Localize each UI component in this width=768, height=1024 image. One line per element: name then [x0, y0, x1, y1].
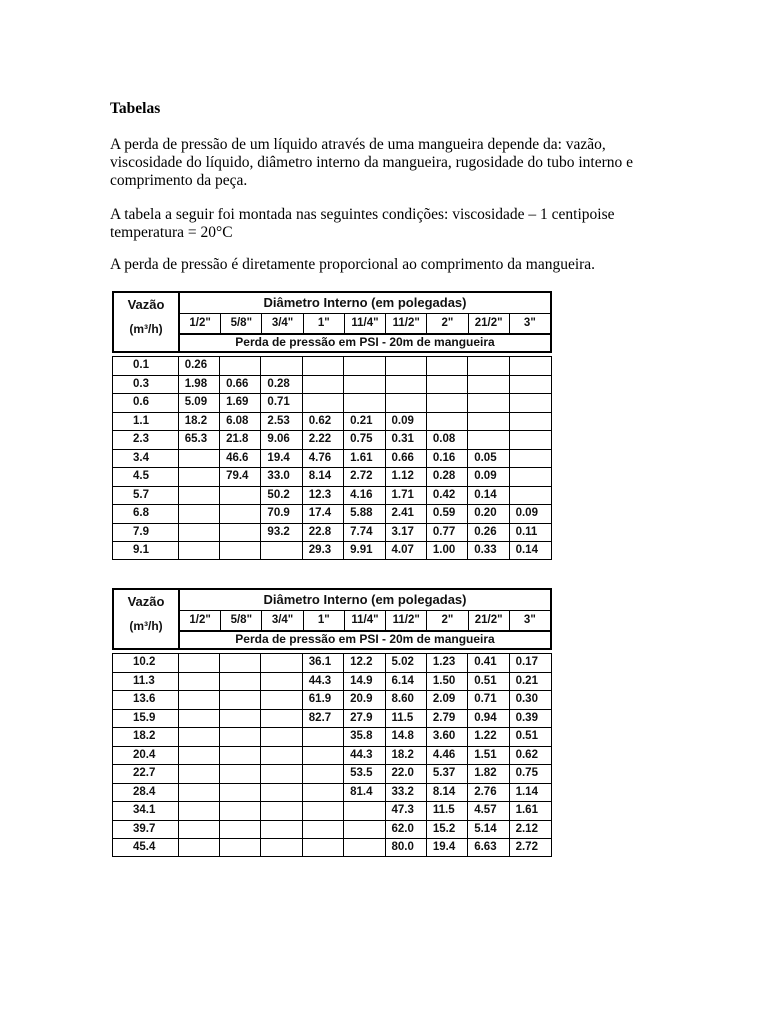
loss-cell	[303, 765, 344, 783]
loss-cell	[179, 728, 220, 746]
loss-cell	[261, 784, 302, 802]
paragraph-pressure-loss: A perda de pressão de um líquido através de uma mangueira depende da: vazão, viscosidade do líquido, diâmetro interno da mangueira, rugosidade do tubo interno e comprimento da peça.	[110, 136, 633, 189]
loss-cell	[303, 802, 344, 820]
size-header: 2"	[427, 610, 468, 630]
loss-cell	[220, 784, 261, 802]
flow-cell: 6.8	[113, 505, 179, 523]
diameter-title: Diâmetro Interno (em polegadas)	[180, 293, 550, 314]
table-row	[112, 820, 552, 839]
loss-cell: 93.2	[261, 524, 302, 542]
loss-cell: 15.2	[427, 821, 468, 839]
loss-cell: 4.57	[468, 802, 509, 820]
loss-cell: 33.2	[386, 784, 427, 802]
flow-cell: 34.1	[113, 802, 179, 820]
flow-cell: 18.2	[113, 728, 179, 746]
flow-cell: 22.7	[113, 765, 179, 783]
table-rows	[112, 356, 552, 560]
loss-cell	[386, 376, 427, 394]
loss-cell	[386, 357, 427, 375]
loss-cell	[386, 394, 427, 412]
loss-cell	[179, 802, 220, 820]
loss-cell: 0.51	[468, 673, 509, 691]
table-row	[112, 412, 552, 431]
loss-cell: 36.1	[303, 654, 344, 672]
loss-cell	[179, 747, 220, 765]
table-row	[112, 486, 552, 505]
loss-cell: 20.9	[344, 691, 385, 709]
loss-cell	[261, 821, 302, 839]
loss-cell: 82.7	[303, 710, 344, 728]
loss-cell: 61.9	[303, 691, 344, 709]
loss-cell: 2.79	[427, 710, 468, 728]
table-row	[112, 764, 552, 783]
loss-cell: 0.62	[303, 413, 344, 431]
table-row	[112, 541, 552, 560]
loss-cell	[261, 357, 302, 375]
loss-cell: 0.09	[468, 468, 509, 486]
loss-cell	[510, 450, 551, 468]
size-header: 3"	[523, 614, 536, 626]
loss-cell	[179, 784, 220, 802]
loss-cell	[179, 524, 220, 542]
loss-cell: 8.60	[386, 691, 427, 709]
loss-cell	[427, 394, 468, 412]
loss-title: Perda de pressão em PSI - 20m de mangueira	[235, 335, 495, 349]
loss-cell	[220, 654, 261, 672]
loss-cell: 2.41	[386, 505, 427, 523]
loss-cell: 80.0	[386, 839, 427, 856]
loss-cell: 4.76	[303, 450, 344, 468]
loss-cell: 65.3	[179, 431, 220, 449]
loss-cell: 1.14	[515, 785, 538, 798]
loss-cell	[303, 728, 344, 746]
loss-cell: 2.22	[303, 431, 344, 449]
loss-cell: 2.76	[468, 784, 509, 802]
loss-cell: 53.5	[344, 765, 385, 783]
loss-cell	[179, 542, 220, 559]
loss-cell: 2.12	[515, 822, 538, 835]
flow-cell: 11.3	[113, 673, 179, 691]
loss-cell: 18.2	[179, 413, 220, 431]
loss-cell: 4.16	[344, 487, 385, 505]
loss-cell: 0.66	[220, 376, 261, 394]
loss-cell	[179, 821, 220, 839]
loss-cell: 0.09	[386, 413, 427, 431]
table-row	[112, 430, 552, 449]
loss-cell	[220, 505, 261, 523]
loss-cell	[261, 802, 302, 820]
loss-cell	[220, 691, 261, 709]
loss-cell: 1.69	[220, 394, 261, 412]
loss-cell: 0.94	[468, 710, 509, 728]
flow-cell: 45.4	[113, 839, 179, 856]
table-row	[112, 467, 552, 486]
loss-cell: 0.62	[515, 748, 538, 761]
flow-cell: 7.9	[113, 524, 179, 542]
table-row	[112, 504, 552, 523]
loss-cell	[303, 394, 344, 412]
table-row	[112, 746, 552, 765]
loss-cell: 2.09	[427, 691, 468, 709]
size-header: 11/2"	[386, 313, 427, 333]
loss-cell	[303, 376, 344, 394]
loss-cell: 11.5	[427, 802, 468, 820]
loss-cell: 0.14	[468, 487, 509, 505]
loss-cell	[510, 376, 551, 394]
size-header: 3"	[523, 317, 536, 329]
loss-cell	[303, 747, 344, 765]
loss-cell: 0.26	[179, 357, 220, 375]
loss-cell: 2.72	[344, 468, 385, 486]
loss-cell: 14.9	[344, 673, 385, 691]
loss-cell: 21.8	[220, 431, 261, 449]
page-heading: Tabelas	[110, 100, 161, 117]
table-row	[112, 783, 552, 802]
loss-cell: 44.3	[303, 673, 344, 691]
size-header: 21/2"	[469, 313, 510, 333]
loss-cell	[303, 821, 344, 839]
loss-cell: 0.26	[468, 524, 509, 542]
loss-cell	[220, 821, 261, 839]
loss-cell: 6.63	[468, 839, 509, 856]
loss-cell: 1.22	[468, 728, 509, 746]
flow-cell: 1.1	[113, 413, 179, 431]
table-row	[112, 838, 552, 857]
loss-cell	[179, 691, 220, 709]
loss-cell	[261, 710, 302, 728]
loss-cell: 5.09	[179, 394, 220, 412]
loss-cell	[220, 765, 261, 783]
loss-cell	[344, 376, 385, 394]
loss-cell: 5.14	[468, 821, 509, 839]
loss-cell	[179, 654, 220, 672]
paragraph-proportional: A perda de pressão é diretamente proporcional ao comprimento da mangueira.	[110, 256, 596, 273]
loss-cell: 0.05	[468, 450, 509, 468]
loss-cell: 0.42	[427, 487, 468, 505]
loss-cell: 0.75	[344, 431, 385, 449]
loss-cell: 12.3	[303, 487, 344, 505]
loss-cell	[220, 524, 261, 542]
flow-cell: 5.7	[113, 487, 179, 505]
table-header	[112, 291, 552, 353]
loss-cell: 1.98	[179, 376, 220, 394]
size-header: 11/4"	[345, 610, 386, 630]
loss-cell: 4.46	[427, 747, 468, 765]
loss-cell: 0.21	[344, 413, 385, 431]
loss-cell: 35.8	[344, 728, 385, 746]
loss-cell: 0.09	[515, 507, 538, 519]
paragraph-conditions: A tabela a seguir foi montada nas seguintes condições: viscosidade – 1 centipoise temperatura = 20°C	[110, 206, 615, 241]
loss-cell: 17.4	[303, 505, 344, 523]
loss-cell: 0.31	[386, 431, 427, 449]
flow-cell: 0.1	[113, 357, 179, 375]
loss-cell: 9.91	[344, 542, 385, 559]
loss-cell: 0.28	[261, 376, 302, 394]
loss-cell: 4.07	[386, 542, 427, 559]
loss-cell: 0.66	[386, 450, 427, 468]
loss-cell	[303, 357, 344, 375]
loss-cell: 0.28	[427, 468, 468, 486]
loss-cell: 0.14	[515, 544, 538, 556]
loss-cell: 19.4	[427, 839, 468, 856]
loss-cell	[510, 413, 551, 431]
flow-cell: 2.3	[113, 431, 179, 449]
flow-cell: 0.3	[113, 376, 179, 394]
loss-cell: 0.21	[515, 674, 538, 687]
loss-cell: 14.8	[386, 728, 427, 746]
flow-unit-label: (m³/h)	[129, 619, 163, 633]
loss-cell: 1.61	[344, 450, 385, 468]
loss-cell	[220, 728, 261, 746]
loss-cell	[261, 542, 302, 559]
loss-cell: 33.0	[261, 468, 302, 486]
loss-cell: 27.9	[344, 710, 385, 728]
size-header: 1"	[304, 313, 345, 333]
loss-cell: 0.30	[515, 693, 538, 705]
loss-cell	[220, 357, 261, 375]
flow-cell: 0.6	[113, 394, 179, 412]
flow-label: Vazão	[127, 594, 165, 609]
loss-cell: 1.50	[427, 673, 468, 691]
loss-cell: 1.71	[386, 487, 427, 505]
loss-cell	[261, 839, 302, 856]
loss-cell	[468, 394, 509, 412]
loss-cell	[220, 710, 261, 728]
loss-cell: 47.3	[386, 802, 427, 820]
loss-cell	[510, 357, 551, 375]
loss-cell	[179, 710, 220, 728]
loss-cell: 9.06	[261, 431, 302, 449]
loss-cell	[179, 673, 220, 691]
loss-cell	[468, 376, 509, 394]
loss-cell: 6.14	[386, 673, 427, 691]
table-row	[112, 356, 552, 375]
loss-cell: 1.00	[427, 542, 468, 559]
loss-cell: 8.14	[303, 468, 344, 486]
loss-cell: 12.2	[344, 654, 385, 672]
loss-cell: 70.9	[261, 505, 302, 523]
table-row	[112, 653, 552, 672]
loss-cell	[468, 431, 509, 449]
loss-cell	[261, 691, 302, 709]
flow-cell: 10.2	[113, 654, 179, 672]
size-header: 2"	[427, 313, 468, 333]
loss-cell	[220, 802, 261, 820]
diameter-sizes	[180, 610, 550, 632]
loss-cell	[220, 487, 261, 505]
loss-cell	[344, 394, 385, 412]
table-row	[112, 801, 552, 820]
loss-cell: 0.20	[468, 505, 509, 523]
loss-cell	[179, 487, 220, 505]
table-row	[112, 672, 552, 691]
size-header: 3/4"	[262, 313, 303, 333]
loss-cell	[179, 468, 220, 486]
loss-cell: 0.71	[261, 394, 302, 412]
loss-cell: 22.0	[386, 765, 427, 783]
loss-cell: 1.82	[468, 765, 509, 783]
loss-cell	[179, 450, 220, 468]
size-header: 1/2"	[180, 610, 221, 630]
table-row	[112, 393, 552, 412]
loss-cell: 11.5	[386, 710, 427, 728]
loss-cell: 29.3	[303, 542, 344, 559]
loss-cell: 3.60	[427, 728, 468, 746]
loss-cell	[510, 487, 551, 505]
table-row	[112, 690, 552, 709]
loss-cell: 0.17	[515, 656, 538, 668]
loss-cell: 50.2	[261, 487, 302, 505]
loss-cell	[179, 765, 220, 783]
loss-cell: 6.08	[220, 413, 261, 431]
flow-cell: 9.1	[113, 542, 179, 559]
loss-cell	[303, 784, 344, 802]
loss-cell	[468, 413, 509, 431]
loss-cell: 0.51	[515, 730, 538, 742]
table-header	[112, 588, 552, 650]
flow-unit-label: (m³/h)	[129, 322, 163, 336]
loss-cell	[261, 654, 302, 672]
loss-cell	[427, 413, 468, 431]
flow-header	[114, 293, 180, 351]
loss-cell	[510, 431, 551, 449]
loss-cell: 1.51	[468, 747, 509, 765]
size-header: 5/8"	[221, 313, 262, 333]
diameter-title: Diâmetro Interno (em polegadas)	[180, 590, 550, 611]
flow-cell: 4.5	[113, 468, 179, 486]
loss-cell	[427, 357, 468, 375]
loss-cell: 0.41	[468, 654, 509, 672]
loss-cell: 0.33	[468, 542, 509, 559]
table-row	[112, 727, 552, 746]
loss-cell	[261, 728, 302, 746]
loss-cell: 1.61	[515, 804, 538, 816]
table-row	[112, 709, 552, 728]
loss-cell: 0.08	[427, 431, 468, 449]
diameter-sizes	[180, 313, 550, 335]
loss-cell	[510, 468, 551, 486]
loss-cell: 0.71	[468, 691, 509, 709]
pressure-loss-table-2	[112, 588, 552, 857]
loss-cell	[468, 357, 509, 375]
size-header: 21/2"	[469, 610, 510, 630]
loss-cell	[510, 394, 551, 412]
loss-cell	[261, 747, 302, 765]
flow-label: Vazão	[127, 297, 165, 312]
loss-cell	[179, 505, 220, 523]
loss-cell	[261, 673, 302, 691]
loss-cell: 19.4	[261, 450, 302, 468]
size-header: 1/2"	[180, 313, 221, 333]
loss-cell	[344, 839, 385, 856]
loss-cell: 5.02	[386, 654, 427, 672]
loss-cell	[427, 376, 468, 394]
pressure-loss-table-1	[112, 291, 552, 560]
loss-cell: 0.16	[427, 450, 468, 468]
table-row	[112, 449, 552, 468]
flow-cell: 20.4	[113, 747, 179, 765]
loss-title: Perda de pressão em PSI - 20m de mangueira	[235, 632, 495, 646]
flow-cell: 3.4	[113, 450, 179, 468]
size-header: 5/8"	[221, 610, 262, 630]
loss-cell	[344, 802, 385, 820]
size-header: 3/4"	[262, 610, 303, 630]
loss-cell: 5.37	[427, 765, 468, 783]
loss-cell: 44.3	[344, 747, 385, 765]
loss-cell	[220, 673, 261, 691]
loss-cell: 18.2	[386, 747, 427, 765]
loss-cell: 62.0	[386, 821, 427, 839]
loss-cell	[344, 821, 385, 839]
flow-cell: 15.9	[113, 710, 179, 728]
table-rows	[112, 653, 552, 857]
loss-cell: 3.17	[386, 524, 427, 542]
loss-cell	[220, 839, 261, 856]
flow-cell: 39.7	[113, 821, 179, 839]
loss-cell: 1.12	[386, 468, 427, 486]
size-header: 1"	[304, 610, 345, 630]
loss-cell	[220, 542, 261, 559]
size-header: 11/4"	[345, 313, 386, 333]
flow-header	[114, 590, 180, 648]
loss-cell: 0.77	[427, 524, 468, 542]
table-row	[112, 523, 552, 542]
loss-cell: 22.8	[303, 524, 344, 542]
loss-cell: 0.39	[515, 711, 538, 724]
loss-cell: 2.53	[261, 413, 302, 431]
size-header: 11/2"	[386, 610, 427, 630]
loss-cell: 0.75	[515, 767, 538, 779]
loss-cell	[303, 839, 344, 856]
loss-cell: 79.4	[220, 468, 261, 486]
loss-cell: 0.59	[427, 505, 468, 523]
loss-cell	[220, 747, 261, 765]
loss-cell: 8.14	[427, 784, 468, 802]
loss-cell: 2.72	[515, 841, 538, 853]
loss-cell: 0.11	[515, 525, 538, 538]
loss-cell	[179, 839, 220, 856]
loss-cell	[344, 357, 385, 375]
loss-cell: 46.6	[220, 450, 261, 468]
loss-cell: 7.74	[344, 524, 385, 542]
table-row	[112, 375, 552, 394]
flow-cell: 28.4	[113, 784, 179, 802]
loss-cell: 5.88	[344, 505, 385, 523]
loss-cell: 1.23	[427, 654, 468, 672]
loss-cell: 81.4	[344, 784, 385, 802]
flow-cell: 13.6	[113, 691, 179, 709]
loss-cell	[261, 765, 302, 783]
